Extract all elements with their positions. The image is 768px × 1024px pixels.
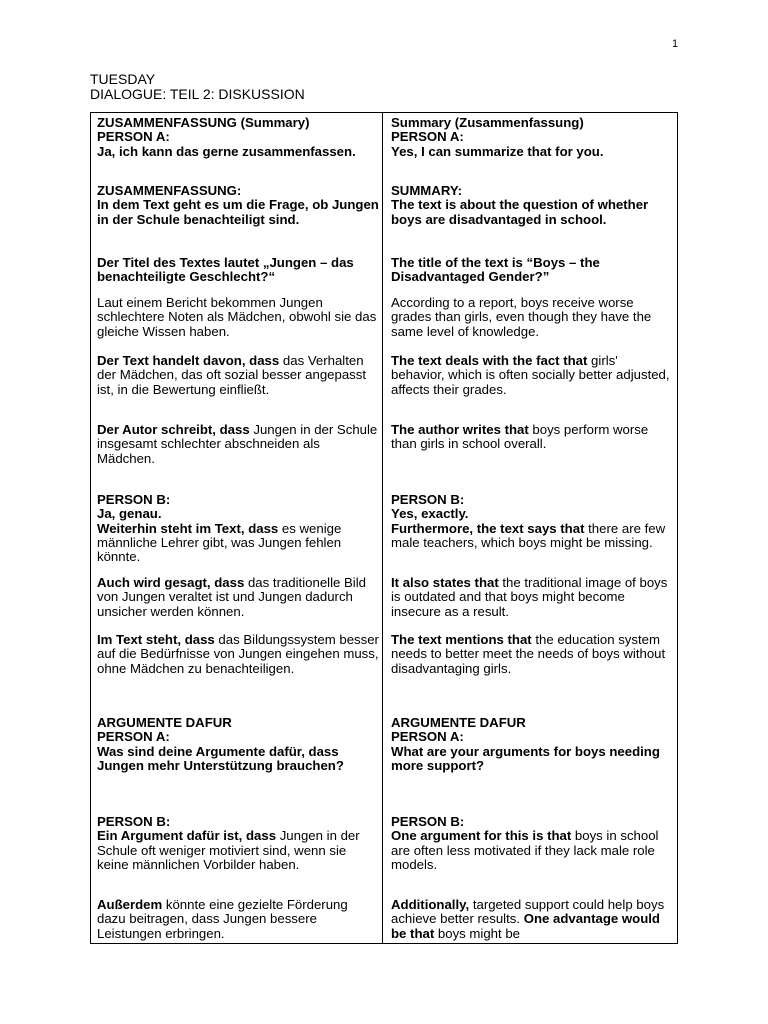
- english-line: [391, 829, 673, 872]
- english-line: [391, 116, 673, 130]
- bold-text: Weiterhin steht im Text, dass: [97, 520, 279, 536]
- english-line: [391, 576, 673, 619]
- german-block: [97, 296, 379, 339]
- bold-text: Ein Argument dafür ist, dass: [97, 828, 277, 844]
- bold-text: Yes, exactly.: [391, 506, 469, 522]
- german-block: [97, 423, 379, 466]
- german-line: [97, 730, 379, 744]
- page-number: 1: [672, 38, 679, 50]
- bold-text: PERSON B:: [391, 492, 465, 507]
- bold-text: PERSON A:: [97, 129, 170, 145]
- bold-text: It also states that: [391, 575, 499, 590]
- bold-text: Auch wird gesagt, dass: [97, 575, 245, 590]
- german-line: [97, 184, 379, 198]
- english-line: [391, 354, 673, 397]
- english-block: [391, 256, 673, 285]
- german-line: [97, 296, 379, 339]
- english-block: [391, 296, 673, 339]
- body-text: boys might be: [434, 925, 520, 941]
- english-line: [391, 898, 673, 941]
- document-heading: [90, 72, 305, 102]
- english-line: [391, 184, 673, 198]
- english-block: [391, 898, 673, 941]
- bold-text: Außerdem: [97, 897, 163, 912]
- english-line: [391, 296, 673, 339]
- column-divider: [382, 112, 383, 944]
- german-line: [97, 354, 379, 397]
- german-block: [97, 256, 379, 285]
- bold-text: Summary (Zusammenfassung): [391, 115, 584, 130]
- english-line: [391, 145, 673, 159]
- bold-text: In dem Text geht es um die Frage, ob Jungen in der Schule benachteiligt sind.: [97, 197, 379, 227]
- german-block: [97, 354, 379, 397]
- bold-text: PERSON B:: [97, 492, 171, 507]
- english-line: [391, 130, 673, 144]
- german-line: [97, 116, 379, 130]
- body-text: According to a report, boys receive worse grades than girls, even though they have the same level of knowledge.: [391, 295, 652, 339]
- bold-text: ZUSAMMENFASSUNG:: [97, 183, 242, 198]
- english-block: [391, 815, 673, 872]
- german-line: [97, 815, 379, 829]
- english-line: [391, 423, 673, 452]
- english-block: [391, 576, 673, 619]
- english-block: [391, 493, 673, 550]
- bold-text: One argument for this is that: [391, 828, 572, 844]
- german-line: [97, 633, 379, 676]
- body-text: Laut einem Bericht bekommen Jungen schlechtere Noten als Mädchen, obwohl sie das gleiche Wissen haben.: [97, 295, 377, 339]
- german-block: [97, 898, 379, 941]
- bold-text: The title of the text is “Boys – the Disadvantaged Gender?”: [391, 255, 600, 285]
- bold-text: PERSON A:: [391, 729, 464, 745]
- german-block: [97, 633, 379, 676]
- bold-text: SUMMARY:: [391, 183, 463, 198]
- body-text: there are few male teachers, which boys might be missing.: [391, 520, 666, 550]
- bold-text: Der Text handelt davon, dass: [97, 353, 280, 368]
- german-line: [97, 423, 379, 466]
- german-line: [97, 507, 379, 521]
- bold-text: The author writes that: [391, 422, 529, 437]
- english-block: [391, 423, 673, 452]
- body-text: girls' behavior, which is often socially better adjusted, affects their grades.: [391, 353, 670, 397]
- bold-text: ARGUMENTE DAFUR: [391, 715, 526, 730]
- german-line: [97, 130, 379, 144]
- bold-text: One advantage would be that: [391, 911, 660, 941]
- bold-text: Im Text steht, dass: [97, 632, 215, 647]
- english-block: [391, 184, 673, 227]
- english-line: [391, 633, 673, 676]
- german-line: [97, 198, 379, 227]
- german-line: [97, 576, 379, 619]
- german-line: [97, 716, 379, 730]
- english-line: [391, 716, 673, 730]
- body-text: es wenige männliche Lehrer gibt, was Jungen fehlen könnte.: [97, 520, 342, 565]
- english-line: [391, 507, 673, 521]
- body-text: the traditional image of boys is outdated and that boys might become insecure as a result.: [391, 575, 668, 619]
- english-block: [391, 716, 673, 773]
- german-block: [97, 116, 379, 159]
- body-text: boys perform worse than girls in school overall.: [391, 422, 649, 452]
- german-line: [97, 898, 379, 941]
- bold-text: The text is about the question of whether boys are disadvantaged in school.: [391, 197, 649, 227]
- body-text: Jungen in der Schule oft weniger motiviert sind, wenn sie keine männlichen Vorbilder haben.: [97, 828, 360, 872]
- german-block: [97, 184, 379, 227]
- body-text: boys in school are often less motivated if they lack male role models.: [391, 828, 659, 872]
- bold-text: Was sind deine Argumente dafür, dass Jungen mehr Unterstützung brauchen?: [97, 743, 344, 773]
- bold-text: Der Titel des Textes lautet „Jungen – das benachteiligte Geschlecht?“: [97, 255, 354, 285]
- german-line: [97, 256, 379, 285]
- german-block: [97, 493, 379, 564]
- bold-text: The text mentions that: [391, 632, 532, 647]
- english-line: [391, 815, 673, 829]
- english-block: [391, 116, 673, 159]
- german-line: [97, 829, 379, 872]
- bold-text: What are your arguments for boys needing more support?: [391, 743, 660, 773]
- english-block: [391, 354, 673, 397]
- english-line: [391, 745, 673, 774]
- body-text: targeted support could help boys achieve better results.: [391, 897, 665, 927]
- bold-text: Additionally,: [391, 897, 470, 912]
- heading-day: TUESDAY: [90, 71, 156, 87]
- body-text: the education system needs to better meet the needs of boys without disadvantaging girls.: [391, 632, 666, 676]
- bold-text: Der Autor schreibt, dass: [97, 422, 250, 437]
- body-text: das Verhalten der Mädchen, das oft sozial besser angepasst ist, in die Bewertung einfließt.: [97, 353, 367, 397]
- english-line: [391, 522, 673, 551]
- english-line: [391, 730, 673, 744]
- german-line: [97, 745, 379, 774]
- bold-text: Ja, ich kann das gerne zusammenfassen.: [97, 143, 356, 159]
- bold-text: ARGUMENTE DAFUR: [97, 715, 232, 730]
- german-line: [97, 145, 379, 159]
- bold-text: ZUSAMMENFASSUNG (Summary): [97, 115, 310, 130]
- body-text: Jungen in der Schule insgesamt schlechter abschneiden als Mädchen.: [97, 422, 378, 466]
- german-block: [97, 716, 379, 773]
- bold-text: Yes, I can summarize that for you.: [391, 143, 604, 159]
- body-text: das traditionelle Bild von Jungen veraltet ist und Jungen dadurch unsicher werden können.: [97, 575, 367, 619]
- english-block: [391, 633, 673, 676]
- english-line: [391, 198, 673, 227]
- bold-text: PERSON A:: [97, 729, 170, 745]
- body-text: das Bildungssystem besser auf die Bedürfnisse von Jungen eingehen muss, ohne Mädchen zu benachteiligen.: [97, 632, 379, 676]
- german-line: [97, 493, 379, 507]
- bold-text: PERSON A:: [391, 129, 464, 145]
- heading-title: DIALOGUE: TEIL 2: DISKUSSION: [90, 86, 305, 102]
- bold-text: PERSON B:: [97, 814, 171, 829]
- body-text: könnte eine gezielte Förderung dazu beitragen, dass Jungen bessere Leistungen erbringen.: [97, 897, 348, 941]
- bold-text: PERSON B:: [391, 814, 465, 829]
- english-line: [391, 493, 673, 507]
- german-block: [97, 576, 379, 619]
- bold-text: Furthermore, the text says that: [391, 520, 585, 536]
- bold-text: The text deals with the fact that: [391, 353, 588, 368]
- german-block: [97, 815, 379, 872]
- german-line: [97, 522, 379, 565]
- english-line: [391, 256, 673, 285]
- bold-text: Ja, genau.: [97, 506, 162, 522]
